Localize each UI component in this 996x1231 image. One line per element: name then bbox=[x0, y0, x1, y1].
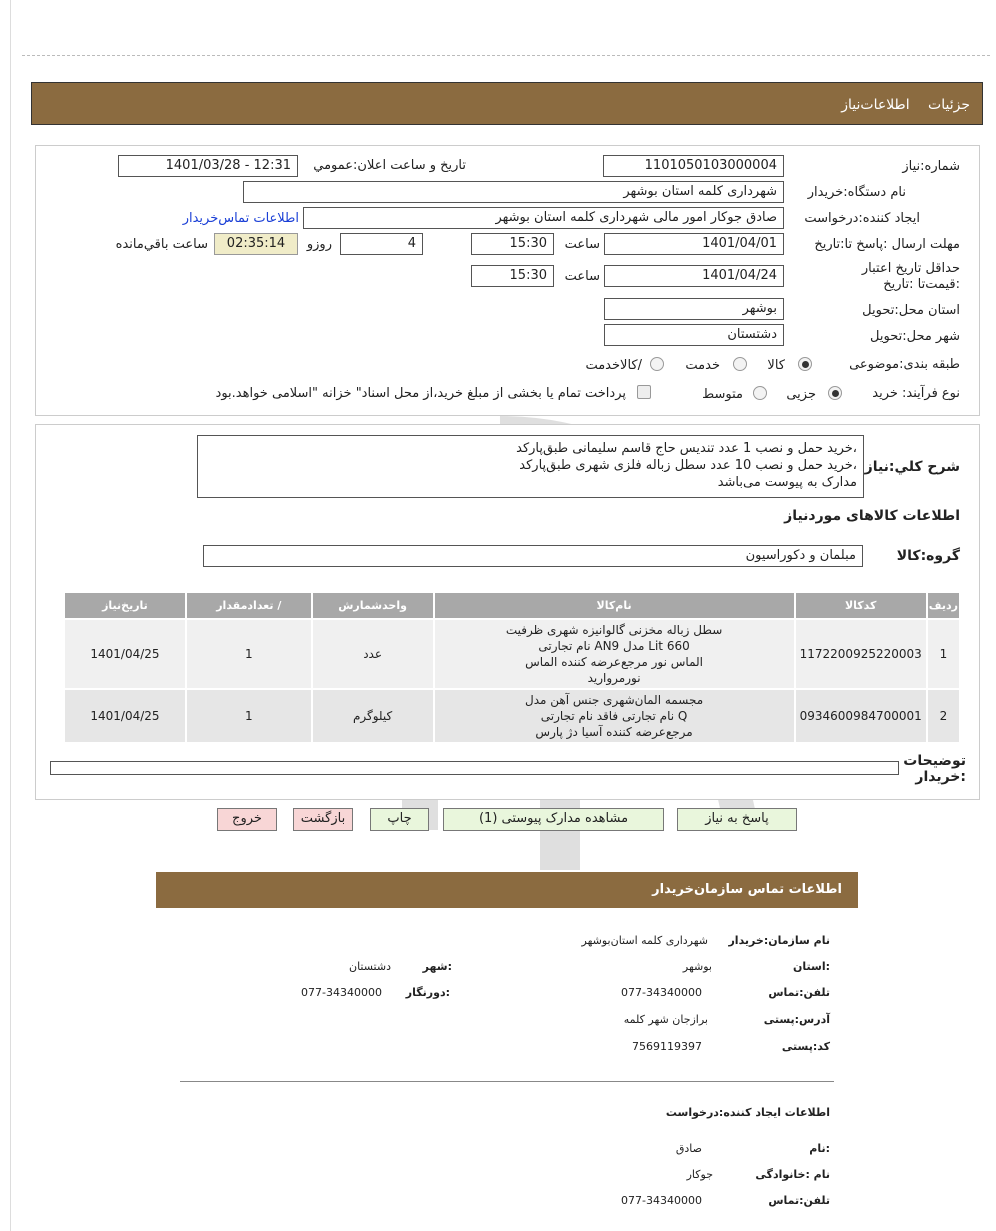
process-partial-radio[interactable] bbox=[828, 386, 842, 400]
item-qty: 1 bbox=[187, 620, 311, 688]
validity-time-field: 15:30 bbox=[471, 265, 554, 287]
category-goods-text: کالا bbox=[767, 358, 785, 373]
summary-label: شرح کلي:نیاز bbox=[864, 459, 960, 475]
item-date: 1401/04/25 bbox=[65, 690, 185, 742]
contact-province-value: بوشهر bbox=[682, 960, 712, 973]
creator-phone-value: 077-34340000 bbox=[621, 1194, 702, 1207]
days-label: روزو bbox=[306, 237, 332, 252]
reply-button[interactable]: پاسخ به نیاز bbox=[677, 808, 797, 831]
category-service-text: خدمت bbox=[685, 358, 720, 373]
item-qty: 1 bbox=[187, 690, 311, 742]
item-unit: کیلوگرم bbox=[313, 690, 433, 742]
col-name: نام‌کالا bbox=[435, 593, 794, 618]
table-row bbox=[65, 620, 959, 688]
contact-city-label: :شهر bbox=[422, 960, 452, 973]
tab-need-info[interactable]: اطلاعات‌نیاز bbox=[841, 97, 910, 113]
category-label: طبقه بندی:موضوعی bbox=[849, 357, 960, 372]
org-name-value: شهرداری کلمه استان‌بوشهر bbox=[581, 934, 708, 947]
contact-fax-value: 077-34340000 bbox=[301, 986, 382, 999]
col-date: تاریخ‌نیاز bbox=[65, 593, 185, 618]
summary-line-1: ،خرید حمل و نصب 1 عدد تندیس حاج قاسم سلیمانی طبق‌پارکد bbox=[516, 441, 857, 456]
process-partial-text: جزیی bbox=[786, 387, 816, 402]
category-goods-service-text: /کالاخدمت bbox=[585, 358, 642, 373]
contact-section-header: اطلاعات تماس سازمان‌خریدار bbox=[156, 872, 858, 908]
org-name-label: نام سازمان:خریدار bbox=[728, 934, 830, 947]
contact-postal-value: 7569119397 bbox=[632, 1040, 702, 1053]
item-name bbox=[435, 620, 794, 688]
need-number-label: شماره:نیاز bbox=[902, 159, 960, 174]
creator-last-name-label: نام :خانوادگی bbox=[755, 1168, 830, 1181]
item-name-line: Q نام تجارتی فاقد نام تجارتی bbox=[540, 709, 688, 723]
goods-info-title: اطلاعات کالاهای موردنیاز bbox=[784, 508, 960, 524]
city-field: دشتستان bbox=[604, 324, 784, 346]
buyer-notes-label: توضیحات :خریدار bbox=[903, 753, 966, 785]
validity-time-label: ساعت bbox=[564, 269, 600, 284]
contact-phone-value: 077-34340000 bbox=[621, 986, 702, 999]
process-medium-text: متوسط bbox=[702, 387, 743, 402]
contact-fax-label: :دورنگار bbox=[405, 986, 450, 999]
col-row: ردیف bbox=[928, 593, 959, 618]
creator-first-name-value: صادق bbox=[675, 1142, 702, 1155]
buyer-org-field: شهرداری کلمه استان بوشهر bbox=[243, 181, 784, 203]
province-label: استان محل:تحویل bbox=[862, 303, 960, 318]
item-date: 1401/04/25 bbox=[65, 620, 185, 688]
announce-label: تاریخ و ساعت اعلان:عمومي bbox=[313, 158, 466, 173]
creator-first-name-label: :نام bbox=[809, 1142, 830, 1155]
left-border-line bbox=[10, 0, 11, 1231]
validity-date-field: 1401/04/24 bbox=[604, 265, 784, 287]
days-field: 4 bbox=[340, 233, 423, 255]
category-service-radio[interactable] bbox=[733, 357, 747, 371]
item-name-line: الماس نور مرجع‌عرضه کننده الماس bbox=[525, 655, 703, 669]
requester-label: ایجاد کننده:درخواست bbox=[804, 211, 920, 226]
process-label: نوع فرآیند: خرید bbox=[872, 386, 960, 401]
top-dotted-divider bbox=[22, 55, 990, 56]
item-name-line: سطل زباله مخزنی گالوانیزه شهری ظرفیت bbox=[505, 623, 723, 637]
category-goods-service-radio[interactable] bbox=[650, 357, 664, 371]
contact-address-label: آدرس:پستی bbox=[763, 1013, 830, 1026]
remaining-label: ساعت باقي‌مانده bbox=[115, 237, 208, 252]
col-qty: / تعدادمقدار bbox=[187, 593, 311, 618]
summary-line-3: مدارک به پیوست می‌باشد bbox=[717, 475, 857, 490]
attachments-button[interactable]: مشاهده مدارک پیوستی (1) bbox=[443, 808, 664, 831]
item-unit: عدد bbox=[313, 620, 433, 688]
col-unit: واحدشمارش bbox=[313, 593, 433, 618]
deadline-date-field: 1401/04/01 bbox=[604, 233, 784, 255]
item-name bbox=[435, 690, 794, 742]
item-name-line: مرجع‌عرضه کننده آسیا دژ پارس bbox=[535, 725, 693, 739]
contact-phone-label: تلفن:تماس bbox=[768, 986, 830, 999]
item-code: 0934600984700001 bbox=[796, 690, 926, 742]
tab-details[interactable]: جزئیات bbox=[928, 97, 970, 113]
contact-city-value: دشتستان bbox=[349, 960, 391, 973]
item-name-line: 660 Lit مدل AN9 نام تجارتی bbox=[538, 639, 690, 653]
print-button[interactable]: چاپ bbox=[370, 808, 429, 831]
requester-field: صادق جوکار امور مالی شهرداری کلمه استان بوشهر bbox=[303, 207, 784, 229]
row-index: 1 bbox=[928, 620, 959, 688]
deadline-time-label: ساعت bbox=[564, 237, 600, 252]
col-code: کدکالا bbox=[796, 593, 926, 618]
item-name-line: نورمروارید bbox=[587, 671, 641, 685]
goods-group-field: مبلمان و دکوراسیون bbox=[203, 545, 863, 567]
province-field: بوشهر bbox=[604, 298, 784, 320]
deadline-time-field: 15:30 bbox=[471, 233, 554, 255]
announce-field: 1401/03/28 - 12:31 bbox=[118, 155, 298, 177]
treasury-payment-note: پرداخت تمام یا بخشی از مبلغ خرید،از محل اسناد" خزانه "اسلامی خواهد.بود bbox=[215, 386, 626, 401]
validity-label: حداقل تاریخ اعتبار :قیمت‌تا :تاریخ bbox=[861, 261, 960, 292]
page-header bbox=[31, 82, 983, 125]
buyer-org-label: نام دستگاه:خريدار bbox=[807, 185, 906, 200]
contact-province-label: :استان bbox=[793, 960, 830, 973]
goods-group-label: گروه:کالا bbox=[896, 548, 960, 564]
goods-table bbox=[63, 591, 961, 744]
treasury-payment-checkbox[interactable] bbox=[637, 385, 651, 399]
summary-textbox bbox=[197, 435, 864, 498]
buyer-notes-field bbox=[50, 761, 899, 775]
remaining-time: 02:35:14 bbox=[214, 233, 298, 255]
creator-phone-label: تلفن:تماس bbox=[768, 1194, 830, 1207]
creator-section-title: اطلاعات ایجاد کننده:درخواست bbox=[665, 1106, 830, 1119]
exit-button[interactable]: خروج bbox=[217, 808, 277, 831]
table-row bbox=[65, 690, 959, 742]
summary-line-2: ،خرید حمل و نصب 10 عدد سطل زباله فلزی شهری طبق‌پارکد bbox=[519, 458, 857, 473]
item-code: 1172200925220003 bbox=[796, 620, 926, 688]
deadline-label: مهلت ارسال :پاسخ تا:تاریخ bbox=[814, 237, 960, 252]
row-index: 2 bbox=[928, 690, 959, 742]
back-button[interactable]: بازگشت bbox=[293, 808, 353, 831]
process-medium-radio[interactable] bbox=[753, 386, 767, 400]
category-goods-radio[interactable] bbox=[798, 357, 812, 371]
item-name-line: مجسمه المان‌شهری جنس آهن مدل bbox=[525, 693, 704, 707]
buyer-contact-link[interactable]: اطلاعات تماس‌خریدار bbox=[182, 211, 299, 226]
need-number-field: 1101050103000004 bbox=[603, 155, 784, 177]
table-header-row bbox=[65, 593, 959, 618]
contact-postal-label: کد:پستی bbox=[781, 1040, 830, 1053]
contact-divider bbox=[180, 1081, 834, 1082]
creator-last-name-value: جوکار bbox=[686, 1168, 713, 1181]
city-label: شهر محل:تحویل bbox=[870, 329, 960, 344]
contact-address-value: برازجان شهر کلمه bbox=[623, 1013, 708, 1026]
